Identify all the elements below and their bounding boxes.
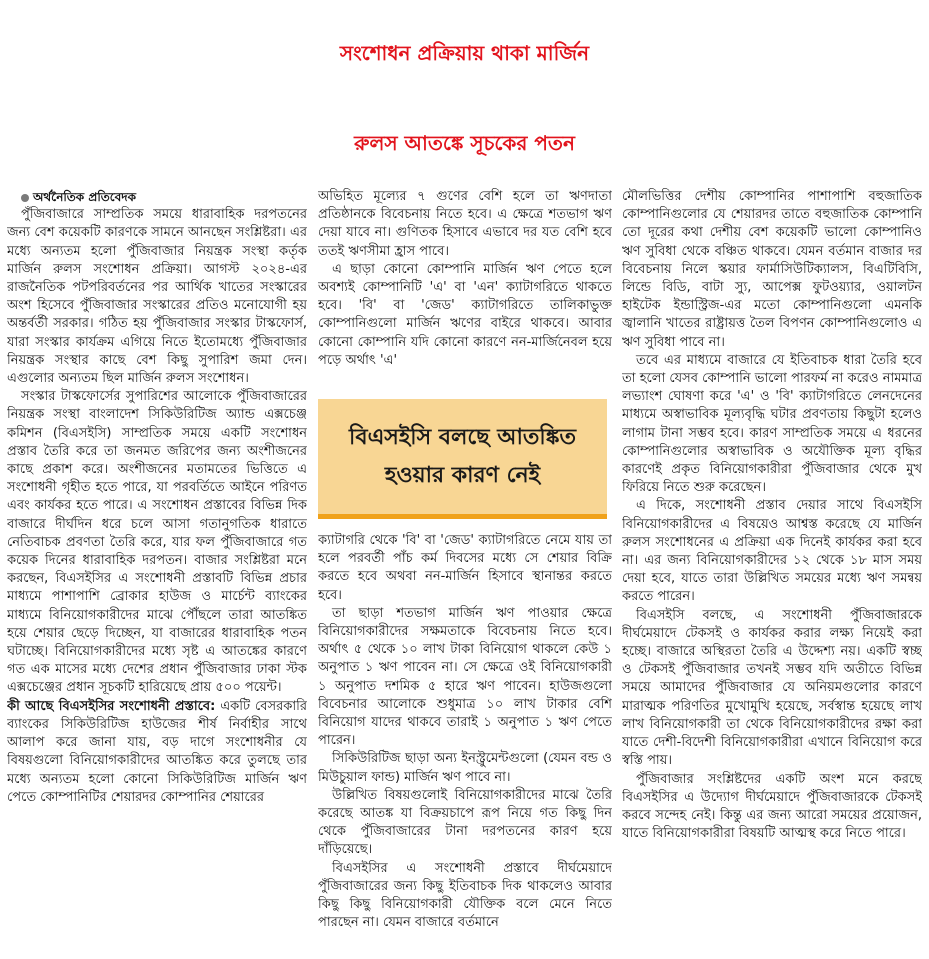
pull-quote-box bbox=[318, 399, 607, 519]
column-2-bottom bbox=[318, 532, 612, 958]
column-2-top bbox=[318, 188, 612, 412]
paragraph: অভিহিত মূল্যের ৭ গুণের বেশি হলে তা ঋণদাতা প্রতিষ্ঠানকে বিবেচনায় নিতে হবে। এ ক্ষেত্রে শতভাগ ঋণ দেয়া যাবে না। গুণিতক হিসাবে এভাবে দর যত বেশি হবে ততই ঋণসীমা হ্রাস পাবে। bbox=[318, 189, 612, 259]
paragraph: বিএসইসির এ সংশোধনী প্রস্তাবে দীর্ঘমেয়াদে পুঁজিবাজারের জন্য কিছু ইতিবাচক দিক থাকলেও আবার কিছু কিছু বিনিয়োগকারী যৌক্তিক বলে মেনে নিতে পারছেন না। যেমন বাজারে বর্তমানে bbox=[318, 860, 612, 931]
paragraph: এ দিকে, সংশোধনী প্রস্তাব দেয়ার সাথে বিএসইসি বিনিয়োগকারীদের এ বিষয়েও আশ্বস্ত করেছে যে মার্জিন রুলস সংশোধনের এ প্রক্রিয়া এক দিনেই কার্যকর করা হবে না। এর জন্য বিনিয়োগকারীদের ১২ থেকে ১৮ মাস সময় দেয়া হবে, যাতে তারা উল্লিখিত সময়ের মধ্যে ঋণ সমন্বয় করতে পারেন। bbox=[622, 498, 922, 605]
headline-line-1: সংশোধন প্রক্রিয়ায় থাকা মার্জিন bbox=[339, 41, 590, 65]
paragraph: উল্লিখিত বিষয়গুলোই বিনিয়োগকারীদের মাঝে তৈরি করেছে আতঙ্ক যা বিক্রয়চাপে রূপ নিয়ে গত কিছু দিন থেকে পুঁজিবাজারের টানা দরপতনের কারণ হয়ে দাঁড়িয়েছে। bbox=[318, 787, 612, 858]
paragraph: মৌলভিত্তির দেশীয় কোম্পানির পাশাপাশি বহুজাতিক কোম্পানিগুলোর যে শেয়ারদর তাতে বহুজাতিক কোম্পানি তো দূরের কথা দেশীয় বেশ কয়েকটি ভালো কোম্পানিও ঋণ সুবিধা থেকে বঞ্চিত থাকবে। যেমন বর্তমান বাজার দর বিবেচনায় নিলে স্কয়ার ফার্মাসিউটিক্যালস, বিএটিবিসি, লিন্ডে বিডি, বাটা স্যু, আপেক্স ফুটওয়্যার, ওয়ালটন হাইটেক ইন্ডাস্ট্রিজ-এর মতো কোম্পানিগুলো এমনকি জ্বালানি খাতের রাষ্ট্রায়ত্ত তৈল বিপণন কোম্পানিগুলোও এ ঋণ সুবিধা পাবে না। bbox=[622, 189, 922, 350]
headline-line-2: রুলস আতঙ্কে সূচকের পতন bbox=[354, 131, 575, 155]
article-column-2 bbox=[318, 188, 612, 958]
subhead: কী আছে বিএসইসির সংশোধনী প্রস্তাবে: bbox=[7, 698, 216, 714]
paragraph-with-subhead bbox=[7, 698, 307, 807]
bullet-icon bbox=[21, 194, 29, 202]
paragraph: সংস্কার টাস্কফোর্সের সুপারিশের আলোকে পুঁজিবাজারের নিয়ন্ত্রক সংস্থা বাংলাদেশ সিকিউরিটিজ অ্যান্ড এক্সচেঞ্জ কমিশন (বিএসইসি) সাম্প্রতিক সময়ে একটি সংশোধন প্রস্তাব তৈরি করে তা জনমত জরিপের জন্য অংশীজনের কাছে প্রকাশ করে। অংশীজনের মতামতের ভিত্তিতে এ সংশোধনী গৃহীত হতে পারে, যা পরবর্তিতে আইনে পরিণত এবং কার্যকর হতে পারে। এ সংশোধন প্রস্তাবের বিভিন্ন দিক বাজারে দীর্ঘদিন ধরে চলে আসা গতানুগতিক ধারাতে নেতিবাচক প্রবণতা তৈরি করে, যার ফল পুঁজিবাজারে গত কয়েক দিনের ধারাবাহিক দরপতন। বাজার সংশ্লিষ্টরা মনে করছেন, বিএসইসির এ সংশোধনী প্রস্তাবটি বিভিন্ন প্রচার মাধ্যমে পাশাপাশি ব্রোকার হাউজ ও মার্চেন্ট ব্যাংকের মাধ্যমে বিনিয়োগকারীদের মাঝে পৌঁছলে তারা আতঙ্কিত হয়ে শেয়ার ছেড়ে দিচ্ছেন, যা বাজারের ধারাবাহিক পতন ঘটাচ্ছে। বিনিয়োগকারীদের মধ্যে সৃষ্ট এ আতঙ্কের কারণে গত এক মাসের মধ্যে দেশের প্রধান পুঁজিবাজার ঢাকা স্টক এক্সচেঞ্জের প্রধান সূচকটি হারিয়েছে প্রায় ৫০০ পয়েন্ট। bbox=[7, 389, 307, 696]
pull-quote-line-2: হওয়ার কারণ নেই bbox=[384, 462, 541, 488]
paragraph: তবে এর মাধ্যমে বাজারে যে ইতিবাচক ধারা তৈরি হবে তা হলো যেসব কোম্পানি ভালো পারফর্ম না করেও নামমাত্র লভ্যাংশ ঘোষণা করে 'এ' ও 'বি' ক্যাটাগরিতে লেনদেনের মাধ্যমে অস্বাভাবিক মূল্যবৃদ্ধি ঘটার প্রবণতায় কিছুটা হলেও লাগাম টানা সম্ভব হবে। কারণ সাম্প্রতিক সময়ে এ ধরনের কোম্পানিগুলোর অস্বাভাবিক ও অযৌক্তিক মূল্য বৃদ্ধির কারণেই প্রকৃত বিনিয়োগকারীরা পুঁজিবাজার থেকে মুখ ফিরিয়ে নিতে শুরু করেছেন। bbox=[622, 352, 922, 496]
paragraph: পুঁজিবাজার সংশ্লিষ্টদের একটি অংশ মনে করছে বিএসইসির এ উদ্যোগ দীর্ঘমেয়াদে পুঁজিবাজারকে টেকসই করবে সন্দেহ নেই। কিন্তু এর জন্য আরো সময়ের প্রয়োজন, যাতে বিনিয়োগকারীরা বিষয়টি আত্মস্থ করে নিতে পারে। bbox=[622, 771, 922, 842]
paragraph: এ ছাড়া কোনো কোম্পানি মার্জিন ঋণ পেতে হলে অবশ্যই কোম্পানিটি 'এ' বা 'এন' ক্যাটাগরিতে থাকতে হবে। 'বি' বা 'জেড' ক্যাটাগরিতে তালিকাভুক্ত কোম্পানিগুলো মার্জিন ঋণের বাইরে থাকবে। আবার কোনো কোম্পানি যদি কোনো কারণে নন-মার্জিনেবল হয়ে পড়ে অর্থাৎ 'এ' bbox=[318, 261, 612, 368]
paragraph: ক্যাটাগরি থেকে 'বি' বা 'জেড' ক্যাটাগরিতে নেমে যায় তা হলে পরবর্তী পাঁচ কর্ম দিবসের মধ্যে সে শেয়ার বিক্রি করতে হবে অথবা নন-মার্জিন হিসাবে স্থানান্তর করতে হবে। bbox=[318, 533, 612, 603]
paragraph: তা ছাড়া শতভাগ মার্জিন ঋণ পাওয়ার ক্ষেত্রে বিনিয়োগকারীদের সক্ষমতাকে বিবেচনায় নিতে হবে। অর্থাৎ ৫ থেকে ১০ লাখ টাকা বিনিয়োগ থাকলে কেউ ১ অনুপাত ১ ঋণ পাবেন না। সে ক্ষেত্রে ওই বিনিয়োগকারী ১ অনুপাত দশমিক ৫ হারে ঋণ পাবেন। হাউজগুলো বিবেচনার আলোকে শুধুমাত্র ১০ লাখ টাকার বেশি বিনিয়োগ যাদের থাকবে তারাই ১ অনুপাত ১ ঋণ পেতে পারেন। bbox=[318, 605, 612, 749]
pull-quote-line-1: বিএসইসি বলছে আতঙ্কিত bbox=[349, 424, 576, 450]
paragraph: পুঁজিবাজারে সাম্প্রতিক সময়ে ধারাবাহিক দরপতনের জন্য বেশ কয়েকটি কারণকে সামনে আনছেন সংশ্লিষ্টরা। এর মধ্যে অন্যতম হলো পুঁজিবাজার নিয়ন্ত্রক সংস্থা কর্তৃক মার্জিন রুলস সংশোধন প্রক্রিয়া। আগস্ট ২০২৪-এর রাজনৈতিক পটপরিবর্তনের পর আর্থিক খাতের সংস্কারের অংশ হিসেবে পুঁজিবাজার সংস্কারের প্রতিও মনোযোগী হয় অন্তর্বর্তী সরকার। গঠিত হয় পুঁজিবাজার সংস্কার টাস্কফোর্স, যারা সংস্কার কার্যক্রম এগিয়ে নিতে ইতোমধ্যে পুঁজিবাজার নিয়ন্ত্রক সংস্থার কাছে বেশ কিছু সুপারিশ জমা দেন। এগুলোর অন্যতম ছিল মার্জিন রুলস সংশোধন। bbox=[7, 207, 307, 387]
article-column-1 bbox=[7, 188, 307, 958]
paragraph-text: একটি বেসরকারি ব্যাংকের সিকিউরিটিজ হাউজের শীর্ষ নির্বাহীর সাথে আলাপ করে জানা যায়, বড় দাগে সংশোধনীর যে বিষয়গুলো বিনিয়োগকারীদের আতঙ্কিত করে তুলছে তার মধ্যে অন্যতম হলো কোনো সিকিউরিটিজ মার্জিন ঋণ পেতে কোম্পানিটির শেয়ারদর কোম্পানির শেয়ারের bbox=[7, 698, 307, 805]
byline-text: অর্থনৈতিক প্রতিবেদক bbox=[33, 190, 136, 204]
paragraph: সিকিউরিটিজ ছাড়া অন্য ইনস্ট্রুমেন্টগুলো (যেমন বন্ড ও মিউচুয়াল ফান্ড) মার্জিন ঋণ পাবে না। bbox=[318, 751, 612, 785]
paragraph: বিএসইসি বলছে, এ সংশোধনী পুঁজিবাজারকে দীর্ঘমেয়াদে টেকসই ও কার্যকর করার লক্ষ্য নিয়েই করা হচ্ছে। বাজারে অস্থিরতা তৈরি এ উদ্দেশ্য নয়। একটি স্বচ্ছ ও টেকসই পুঁজিবাজার তখনই সম্ভব যদি অতীতে বিভিন্ন সময়ে আমাদের পুঁজিবাজার যে অনিয়মগুলোর কারণে মারাত্মক পরিণতির মুখোমুখি হয়েছে, সর্বস্বান্ত হয়েছে লাখ লাখ বিনিয়োগকারী তা থেকে বিনিয়োগকারীদের রক্ষা করা যাতে দেশী-বিদেশী বিনিয়োগকারীরা এখানে বিনিয়োগ করে স্বস্তি পায়। bbox=[622, 607, 922, 769]
byline bbox=[7, 188, 307, 206]
article-column-3 bbox=[622, 188, 922, 958]
